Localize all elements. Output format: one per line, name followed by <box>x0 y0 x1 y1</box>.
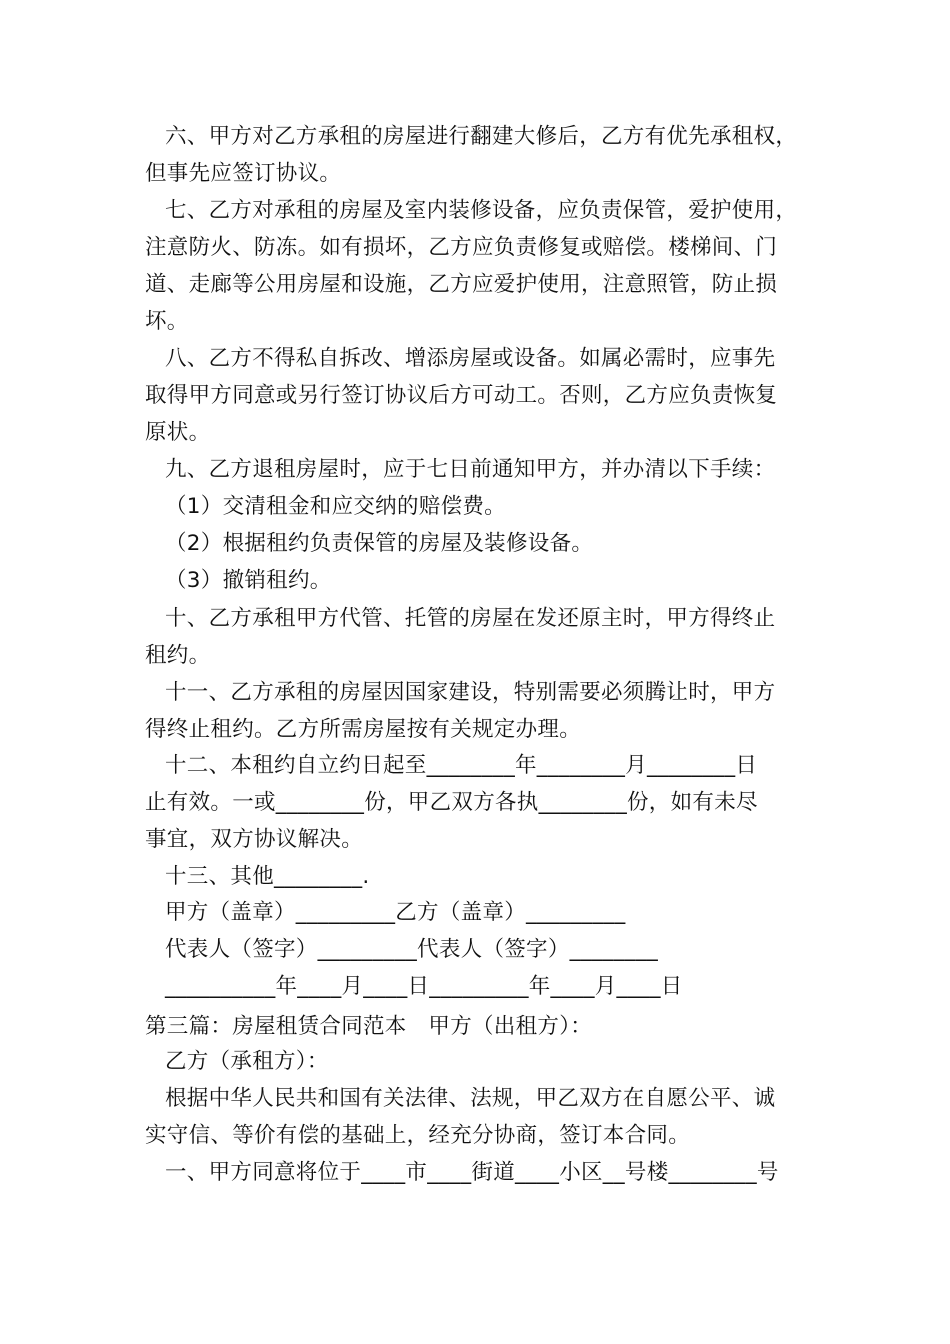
text-line: 六、甲方对乙方承租的房屋进行翻建大修后，乙方有优先承租权， <box>165 124 798 149</box>
text-line: 原状。 <box>145 420 211 445</box>
text-line: 但事先应签订协议。 <box>145 161 342 186</box>
text-line: 十二、本租约自立约日起至________年________月________日 <box>165 753 758 778</box>
text-line: 根据中华人民共和国有关法律、法规，甲乙双方在自愿公平、诚 <box>165 1086 776 1111</box>
text-line: （3）撤销租约。 <box>165 568 332 593</box>
text-line: （2）根据租约负责保管的房屋及装修设备。 <box>165 531 594 556</box>
text-line: 十三、其他________. <box>165 864 370 889</box>
text-line: 九、乙方退租房屋时，应于七日前通知甲方，并办清以下手续： <box>165 457 776 482</box>
text-line: 八、乙方不得私自拆改、增添房屋或设备。如属必需时，应事先 <box>165 346 776 371</box>
text-line: 甲方（盖章）_________乙方（盖章）_________ <box>165 900 626 925</box>
text-line: 得终止租约。乙方所需房屋按有关规定办理。 <box>145 717 582 742</box>
text-line: 坏。 <box>145 309 189 334</box>
text-line: 注意防火、防冻。如有损坏，乙方应负责修复或赔偿。楼梯间、门 <box>145 235 778 260</box>
text-line: 租约。 <box>145 643 211 668</box>
text-line: 代表人（签字）_________代表人（签字）________ <box>165 937 659 962</box>
text-line: 十、乙方承租甲方代管、托管的房屋在发还原主时，甲方得终止 <box>165 606 776 631</box>
text-line: 止有效。一或________份，甲乙双方各执________份，如有未尽 <box>145 790 758 815</box>
text-line: 七、乙方对承租的房屋及室内装修设备，应负责保管，爱护使用， <box>165 198 798 223</box>
text-line: 实守信、等价有偿的基础上，经充分协商，签订本合同。 <box>145 1123 691 1148</box>
text-line: 事宜，双方协议解决。 <box>145 827 364 852</box>
text-line: 第三篇：房屋租赁合同范本 甲方（出租方）： <box>145 1014 593 1039</box>
text-line: 十一、乙方承租的房屋因国家建设，特别需要必须腾让时，甲方 <box>165 680 776 705</box>
text-line: 道、走廊等公用房屋和设施，乙方应爱护使用，注意照管，防止损 <box>145 272 778 297</box>
text-line: __________年____月____日_________年____月____日 <box>165 974 683 999</box>
text-line: （1）交清租金和应交纳的赔偿费。 <box>165 494 506 519</box>
text-line: 乙方（承租方）： <box>165 1049 329 1074</box>
text-line: 一、甲方同意将位于____市____街道____小区__号楼________号 <box>165 1160 779 1185</box>
text-line: 取得甲方同意或另行签订协议后方可动工。否则，乙方应负责恢复 <box>145 383 778 408</box>
